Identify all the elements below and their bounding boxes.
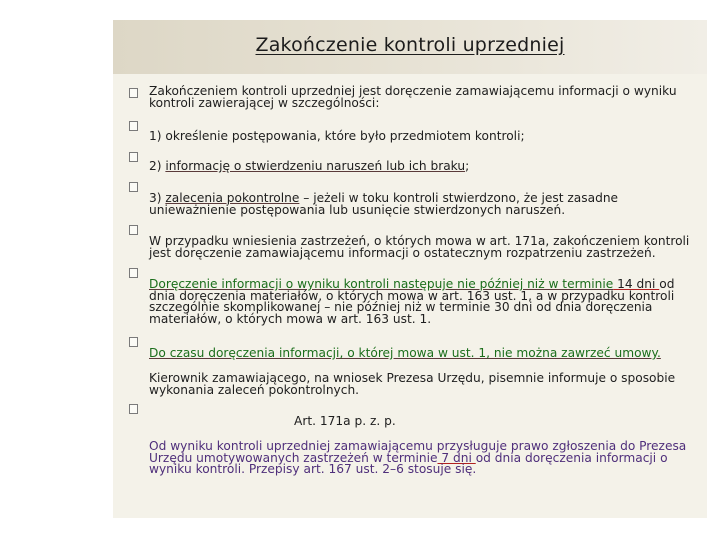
bullet-square-icon: [129, 182, 138, 192]
list-item-1: 1) określenie postępowania, które było przedmiotem kontroli;: [149, 129, 525, 143]
paragraph-contract-restriction: Do czasu doręczenia informacji, o której mowa w ust. 1, nie można zawrzeć umowy.: [149, 346, 661, 360]
delivery-deadline-highlight: Doręczenie informacji o wyniku kontroli następuje nie później niż w terminie: [149, 277, 614, 291]
bullet-square-icon: [129, 225, 138, 235]
list-item-3: 3) zalecenia pokontrolne – jeżeli w toku kontroli stwierdzono, że jest zasadne unieważnienie postępowania lub usunięcie stwierdzonych naruszeń.: [149, 191, 619, 217]
paragraph-delivery-deadline: Doręczenie informacji o wyniku kontroli następuje nie później niż w terminie 14 dni od dnia doręczenia materiałów, o których mowa w art. 163 ust. 1, a w przypadku kontroli szczególnie skomplikowanej – nie później niż w terminie 30 dni od dnia doręczenia materiałów, o których mowa w art. 163 ust. 1.: [149, 277, 675, 326]
bullet-square-icon: [129, 404, 138, 414]
slide-title: Zakończenie kontroli uprzedniej: [255, 34, 565, 56]
paragraph-objections: W przypadku wniesienia zastrzeżeń, o których mowa w art. 171a, zakończeniem kontroli jest doręczenie zamawiającemu informacji o ostatecznym rozpatrzeniu zastrzeżeń.: [149, 234, 690, 260]
deadline-14-days: 14 dni: [613, 277, 660, 291]
paragraph-recommendations: Kierownik zamawiającego, na wniosek Prezesa Urzędu, pisemnie informuje o sposobie wykonania zaleceń pokontrolnych.: [149, 371, 676, 397]
list-item-2-highlight: informację o stwierdzeniu naruszeń lub ich braku: [165, 159, 466, 173]
bullet-square-icon: [129, 268, 138, 278]
bullet-square-icon: [129, 88, 138, 98]
bullet-square-icon: [129, 337, 138, 347]
list-item-3-highlight: zalecenia pokontrolne: [165, 191, 300, 205]
deadline-7-days: 7 dni: [437, 450, 476, 465]
paragraph-intro: Zakończeniem kontroli uprzedniej jest doręczenie zamawiającemu informacji o wyniku kontroli zawierającej w szczególności:: [149, 84, 677, 110]
bullet-square-icon: [129, 121, 138, 131]
list-item-2: 2) informację o stwierdzeniu naruszeń lub ich braku;: [149, 159, 470, 173]
article-reference: Art. 171a p. z. p.: [294, 414, 396, 428]
paragraph-objection-right: Od wyniku kontroli uprzedniej zamawiającemu przysługuje prawo zgłoszenia do Prezesa Urzędu umotywowanych zastrzeżeń w terminie 7 dni od dnia doręczenia informacji o wyniku kontroli. Przepisy art. 167 ust. 2–6 stosuje się.: [149, 439, 687, 477]
bullet-square-icon: [129, 152, 138, 162]
